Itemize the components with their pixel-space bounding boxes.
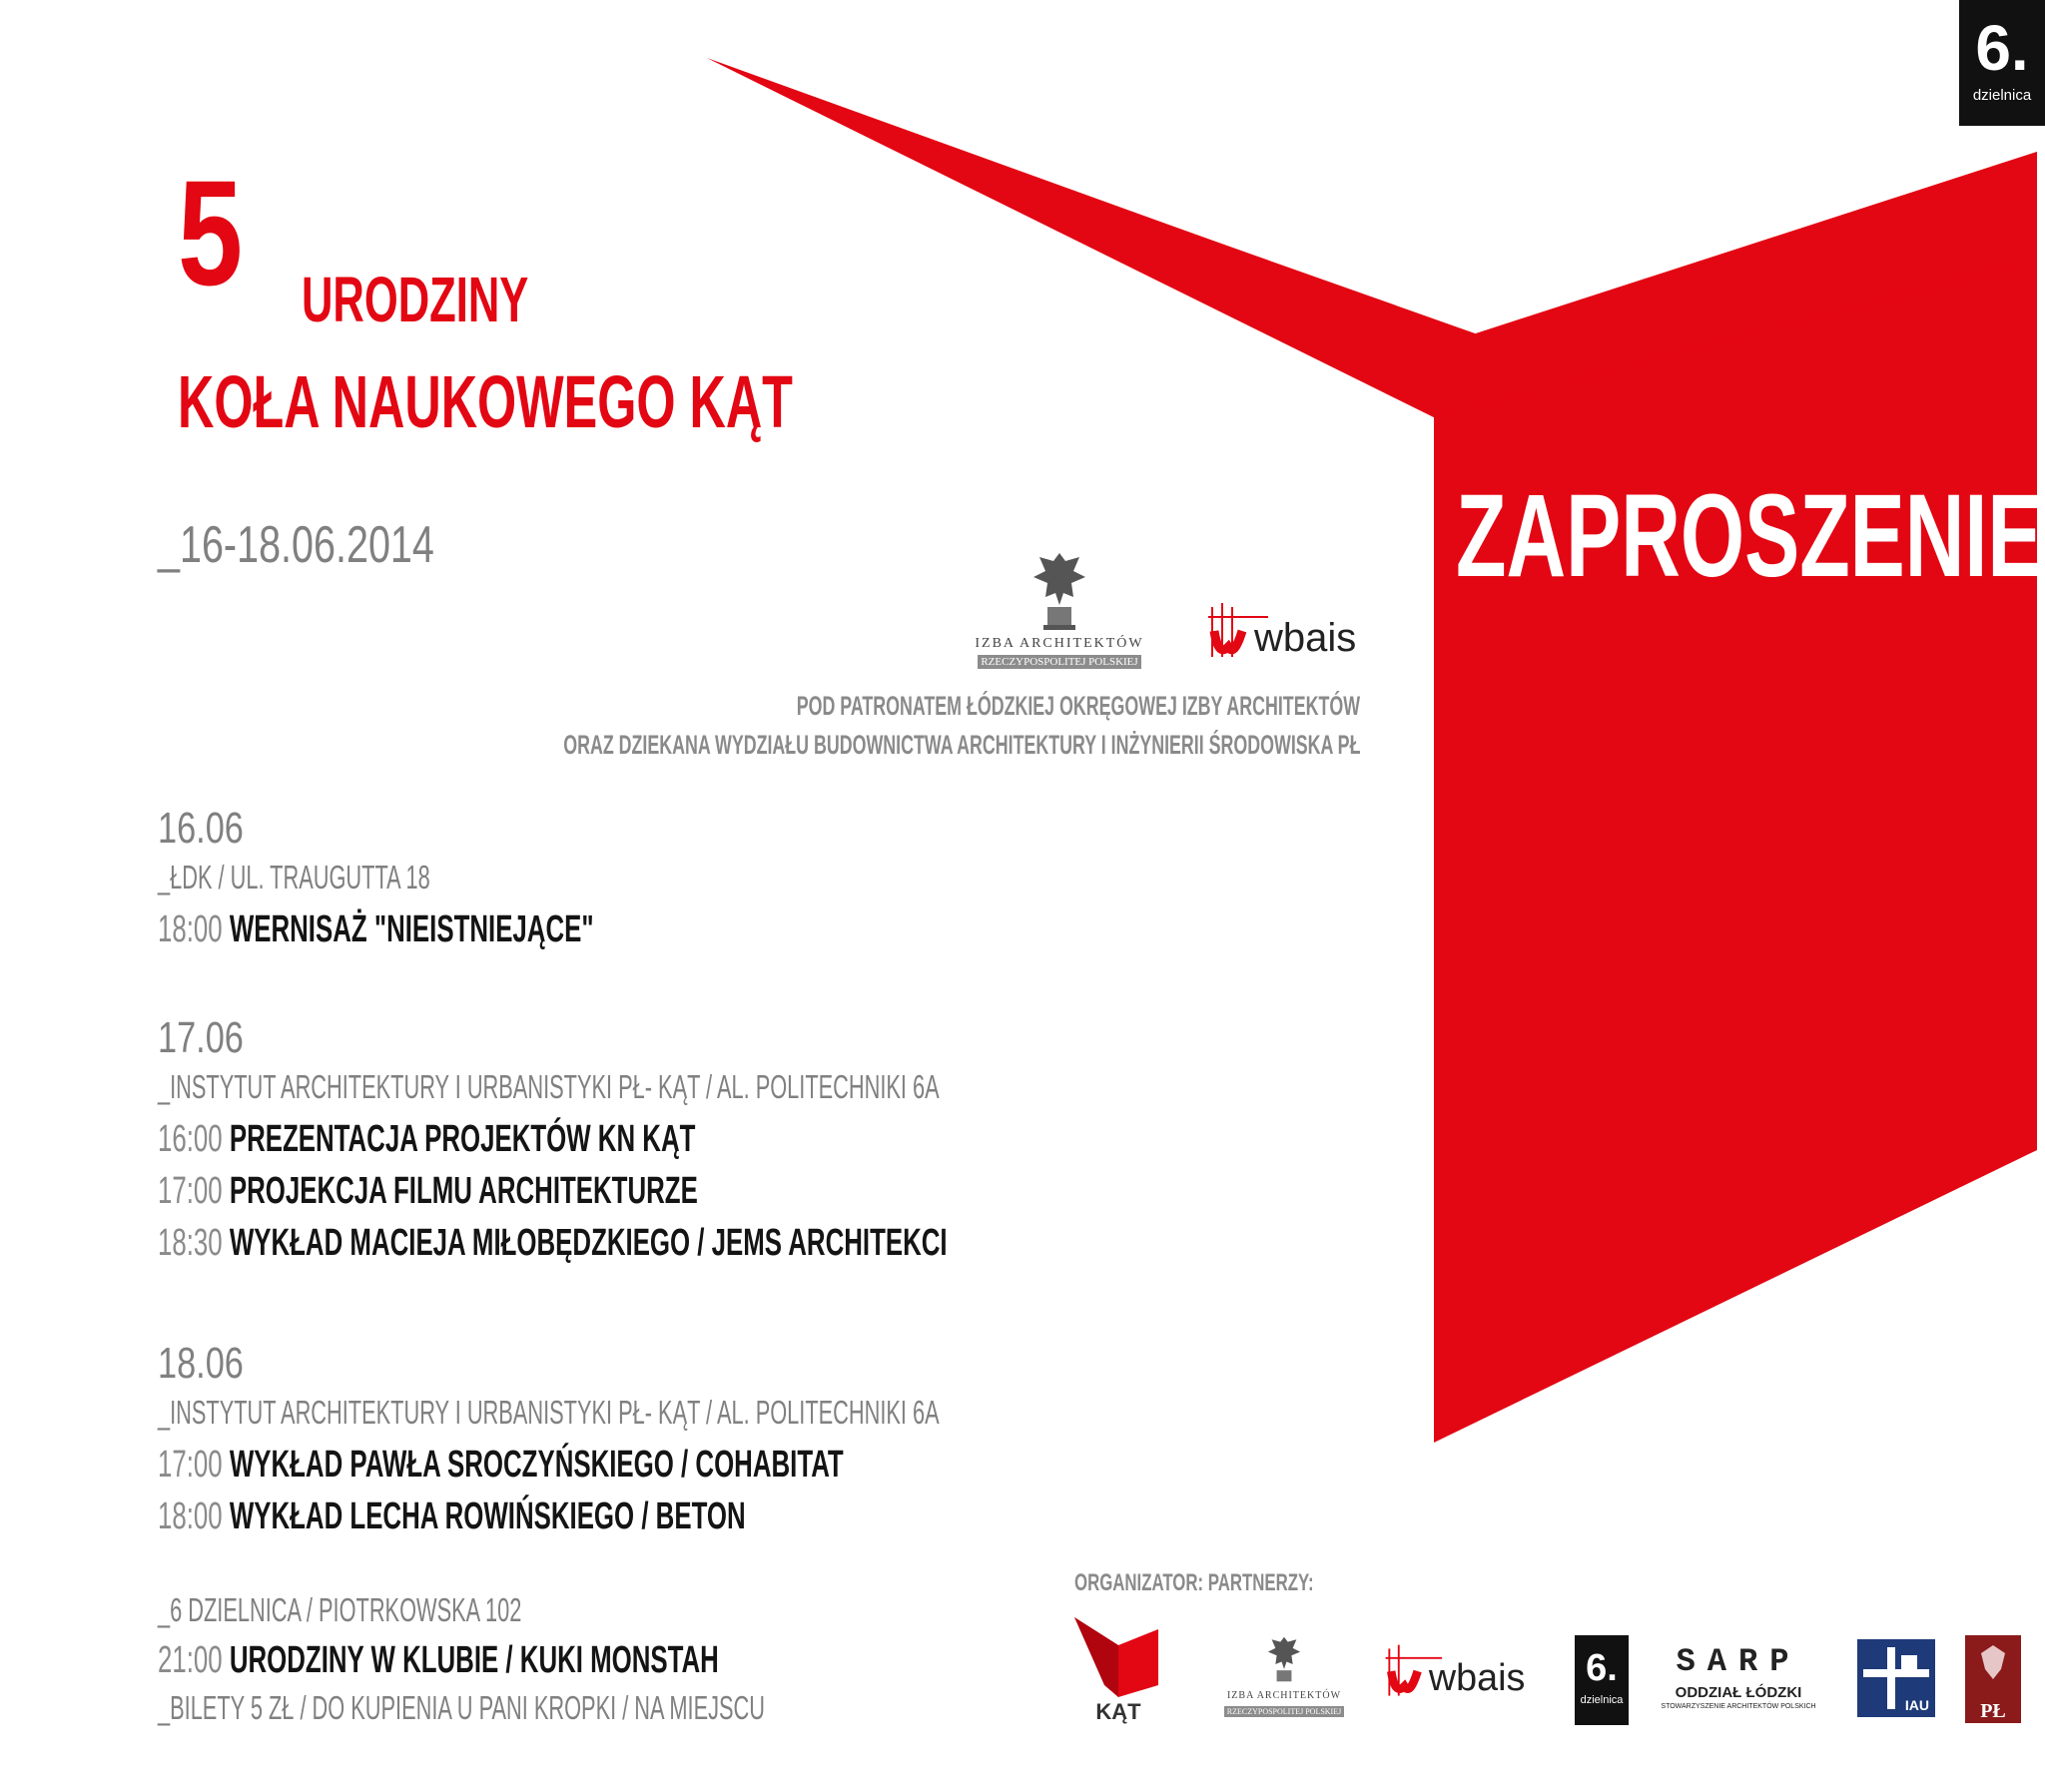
eagle-icon <box>1029 547 1089 631</box>
day-2-event-3 <box>158 1224 948 1262</box>
day-2-date: 17.06 <box>158 1013 244 1062</box>
event-time: 18:00 <box>158 908 223 950</box>
patronage-line-2: ORAZ DZIEKANA WYDZIAŁU BUDOWNICTWA ARCHITEKTURY I INŻYNIERII ŚRODOWISKA PŁ <box>562 730 1360 760</box>
day-2-event-2 <box>158 1172 698 1210</box>
day-2-location: _INSTYTUT ARCHITEKTURY I URBANISTYKI PŁ- KĄT / AL. POLITECHNIKI 6A <box>158 1068 940 1105</box>
day-1-location: _ŁDK / UL. TRAUGUTTA 18 <box>158 859 430 896</box>
sarp-logo <box>1660 1643 1817 1710</box>
organizer-partners-label: ORGANIZATOR: PARTNERZY: <box>1074 1569 1314 1596</box>
event-title: WERNISAŻ "NIEISTNIEJĄCE" <box>229 908 594 950</box>
dzielnica-label: dzielnica <box>1972 87 2032 104</box>
izba-architektow-logo <box>951 547 1168 670</box>
kat-text: KĄT <box>1095 1699 1141 1724</box>
wbais-logo <box>1208 597 1368 667</box>
iau-logo <box>1857 1639 1935 1717</box>
day-3-date: 18.06 <box>158 1339 244 1388</box>
izba-line-2: RZECZYPOSPOLITEJ POLSKIEJ <box>978 655 1140 669</box>
day-3-location: _INSTYTUT ARCHITEKTURY I URBANISTYKI PŁ- KĄT / AL. POLITECHNIKI 6A <box>158 1394 940 1431</box>
pl-crest-icon <box>1965 1635 2021 1695</box>
eagle-icon <box>1265 1633 1303 1685</box>
event-time: 18:30 <box>158 1222 223 1264</box>
wbais-text: wbais <box>1428 1655 1526 1698</box>
event-dates: _16-18.06.2014 <box>158 516 434 574</box>
iau-text: IAU <box>1904 1697 1929 1713</box>
dzielnica-label: dzielnica <box>1580 1694 1624 1706</box>
sarp-letters: SARP <box>1676 1643 1801 1680</box>
kat-mark-icon <box>1074 1615 1168 1725</box>
pl-logo <box>1965 1635 2021 1723</box>
day-3-event-2 <box>158 1497 746 1535</box>
event-time: 18:00 <box>158 1495 223 1537</box>
footer-wbais-logo <box>1380 1639 1542 1705</box>
day-2-event-1 <box>158 1120 695 1158</box>
title-line-2: KOŁA NAUKOWEGO KĄT <box>178 360 793 443</box>
day-1-date: 16.06 <box>158 804 244 853</box>
izba-line-1: IZBA ARCHITEKTÓW <box>1226 1690 1342 1701</box>
event-time: 21:00 <box>158 1639 223 1681</box>
anniversary-number: 5 <box>178 149 244 316</box>
day-3-event-1 <box>158 1446 844 1484</box>
wbais-text: wbais <box>1254 616 1357 660</box>
wbais-mark-icon <box>1380 1639 1542 1705</box>
event-title: PREZENTACJA PROJEKTÓW KN KĄT <box>229 1118 696 1160</box>
club-event <box>158 1641 719 1679</box>
event-title: WYKŁAD MACIEJA MIŁOBĘDZKIEGO / JEMS ARCHITEKCI <box>229 1222 948 1264</box>
kat-logo <box>1074 1615 1168 1725</box>
club-location: _6 DZIELNICA / PIOTRKOWSKA 102 <box>158 1591 522 1628</box>
sarp-line-2: STOWARZYSZENIE ARCHITEKTÓW POLSKICH <box>1661 1703 1816 1710</box>
day-1-event-1 <box>158 910 594 948</box>
dzielnica-number: 6. <box>1586 1647 1618 1689</box>
izba-line-2: RZECZYPOSPOLITEJ POLSKIEJ <box>1224 1706 1344 1717</box>
event-title: WYKŁAD LECHA ROWIŃSKIEGO / BETON <box>229 1495 746 1537</box>
event-title: PROJEKCJA FILMU ARCHITEKTURZE <box>229 1170 698 1212</box>
izba-line-1: IZBA ARCHITEKTÓW <box>975 636 1144 651</box>
event-time: 16:00 <box>158 1118 223 1160</box>
event-title: WYKŁAD PAWŁA SROCZYŃSKIEGO / COHABITAT <box>229 1444 844 1486</box>
footer-izba-logo <box>1204 1633 1364 1719</box>
footer-dzielnica-logo <box>1575 1635 1629 1725</box>
club-tickets: _BILETY 5 ZŁ / DO KUPIENIA U PANI KROPKI / NA MIEJSCU <box>158 1689 766 1726</box>
wbais-mark-icon <box>1208 597 1368 667</box>
pl-text: PŁ <box>1980 1700 2006 1722</box>
dzielnica-corner-logo <box>1959 0 2045 126</box>
event-time: 17:00 <box>158 1170 223 1212</box>
invitation-heading: ZAPROSZENIE <box>1456 470 2043 602</box>
patronage-line-1: POD PATRONATEM ŁÓDZKIEJ OKRĘGOWEJ IZBY ARCHITEKTÓW <box>796 691 1360 721</box>
event-title: URODZINY W KLUBIE / KUKI MONSTAH <box>229 1639 719 1681</box>
event-time: 17:00 <box>158 1444 223 1486</box>
sarp-line-1: ODDZIAŁ ŁÓDZKI <box>1675 1684 1802 1701</box>
title-line-1: URODZINY <box>302 264 529 335</box>
dzielnica-number: 6. <box>1975 12 2029 84</box>
